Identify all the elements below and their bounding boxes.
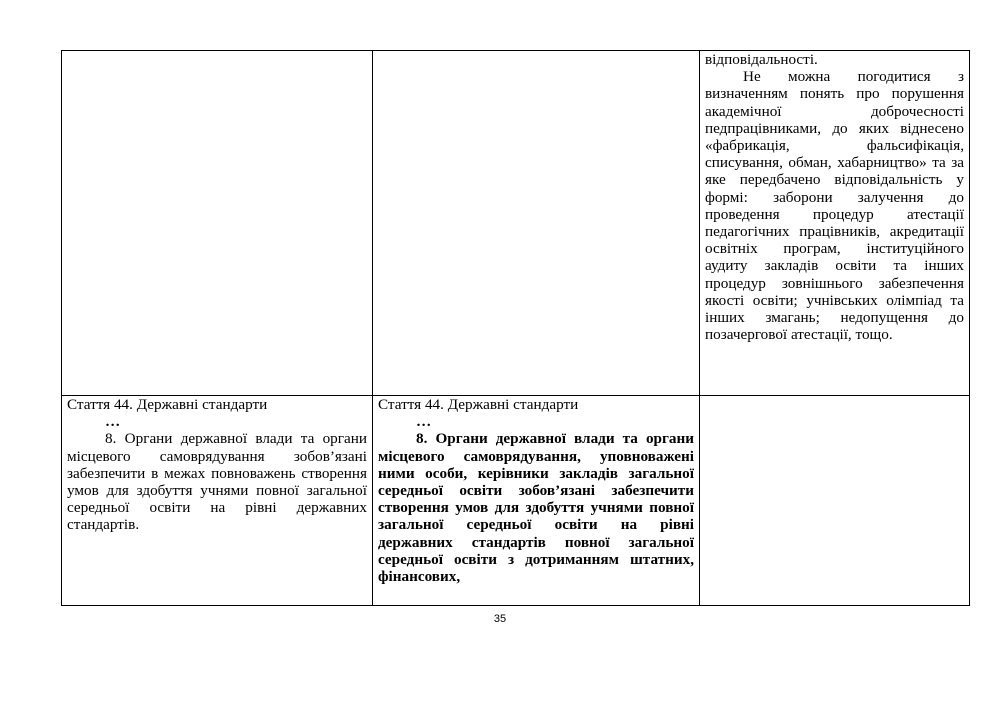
omission-marker: … xyxy=(105,413,121,431)
comment-line: відповідальності. xyxy=(705,51,818,68)
article-heading: Стаття 44. Державні стандарти xyxy=(67,396,268,413)
article-paragraph-amended: 8. Органи державної влади та органи місцевого самоврядування, уповноважені ними особи, керівники закладів загальної середньої освіти зобов’язані забезпечити створення умов для здобуття учнями повної загальної середньої освіти на рівні державних стандартів повної загальної середньої освіти з дотриманням штатних, фінансових, xyxy=(378,430,694,586)
article-heading: Стаття 44. Державні стандарти xyxy=(378,396,579,413)
omission-marker: … xyxy=(416,413,432,431)
cell-proposed-text xyxy=(373,51,700,396)
comment-paragraph: Не можна погодитися з визначенням понять про порушення академічної доброчесності педпрацівниками, до яких віднесено «фабрикація, фальсифікація, списування, обман, хабарництво» та за яке передбачено відповідальність у формі: заборони залучення до проведення процедур атестації педагогічних працівників, акредитації освітніх програм, інституційного аудиту закладів освіти та інших процедур зовнішнього забезпечення якості освіти; учнівських олімпіад та інших змагань; недопущення до позачергової атестації, тощо. xyxy=(705,68,964,344)
cell-comments xyxy=(700,396,970,606)
page-number: 35 xyxy=(493,613,507,625)
cell-proposed-text xyxy=(373,396,700,606)
cell-comments xyxy=(700,51,970,396)
comparison-table xyxy=(61,50,970,606)
cell-current-text xyxy=(62,51,373,396)
cell-current-text xyxy=(62,396,373,606)
article-paragraph: 8. Органи державної влади та органи місцевого самоврядування зобов’язані забезпечити в межах повноважень створення умов для здобуття учнями повної загальної середньої освіти на рівні державних стандартів. xyxy=(67,430,367,534)
table-row xyxy=(62,51,970,396)
table-row xyxy=(62,396,970,606)
